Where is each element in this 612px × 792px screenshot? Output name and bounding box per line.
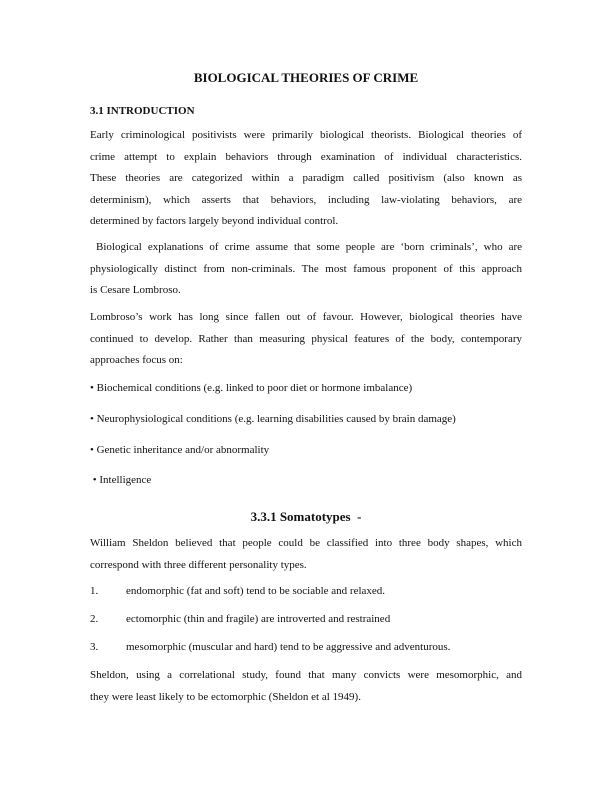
list-item bbox=[90, 637, 522, 659]
line: crime attempt to explain behaviors through examination of individual characteristics. bbox=[90, 150, 522, 163]
line: approaches focus on: bbox=[90, 354, 183, 366]
paragraph-3 bbox=[90, 307, 522, 372]
section-heading-somatotypes: 3.3.1 Somatotypes - bbox=[250, 509, 362, 524]
paragraph-1 bbox=[90, 125, 522, 233]
list-text: endomorphic (fat and soft) tend to be sociable and relaxed. bbox=[126, 585, 386, 597]
section-heading-introduction: 3.1 INTRODUCTION bbox=[90, 105, 195, 117]
line: Lombroso’s work has long since fallen out of favour. However, biological theories have bbox=[90, 311, 522, 323]
line: continued to develop. Rather than measuring physical features of the body, contemporary bbox=[90, 332, 522, 345]
list-number: 3. bbox=[90, 641, 99, 653]
line: William Sheldon believed that people could be classified into three body shapes, which bbox=[90, 537, 522, 549]
list-text: mesomorphic (muscular and hard) tend to be aggressive and adventurous. bbox=[126, 641, 451, 653]
line: Early criminological positivists were primarily biological theorists. Biological theories of bbox=[90, 129, 522, 141]
list-item bbox=[90, 609, 522, 631]
bullet-item: • Biochemical conditions (e.g. linked to poor diet or hormone imbalance) bbox=[90, 382, 413, 394]
line: determined by factors largely beyond individual control. bbox=[90, 215, 339, 227]
line: is Cesare Lombroso. bbox=[90, 284, 181, 296]
bullet-item: • Genetic inheritance and/or abnormality bbox=[90, 444, 270, 456]
list-text: ectomorphic (thin and fragile) are introverted and restrained bbox=[126, 613, 391, 625]
line: Sheldon, using a correlational study, found that many convicts were mesomorphic, and bbox=[90, 669, 522, 681]
line: they were least likely to be ectomorphic (Sheldon et al 1949). bbox=[90, 690, 361, 703]
line: These theories are categorized within a paradigm called positivism (also known as bbox=[90, 172, 522, 184]
document-title: BIOLOGICAL THEORIES OF CRIME bbox=[193, 70, 419, 85]
line: correspond with three different personality types. bbox=[90, 558, 307, 571]
line: Biological explanations of crime assume that some people are ‘born criminals’, who are bbox=[90, 241, 522, 253]
line: determinism), which asserts that behaviors, including law-violating behaviors, are bbox=[90, 193, 522, 206]
paragraph-4 bbox=[90, 533, 522, 576]
paragraph-5 bbox=[90, 665, 522, 708]
list-number: 2. bbox=[90, 613, 99, 625]
list-item bbox=[90, 581, 522, 603]
bullet-item: • Neurophysiological conditions (e.g. learning disabilities caused by brain damage) bbox=[90, 413, 456, 425]
bullet-item: • Intelligence bbox=[90, 474, 152, 486]
paragraph-2 bbox=[90, 237, 522, 302]
line: physiologically distinct from non-criminals. The most famous proponent of this approach bbox=[90, 262, 522, 275]
list-number: 1. bbox=[90, 585, 99, 597]
